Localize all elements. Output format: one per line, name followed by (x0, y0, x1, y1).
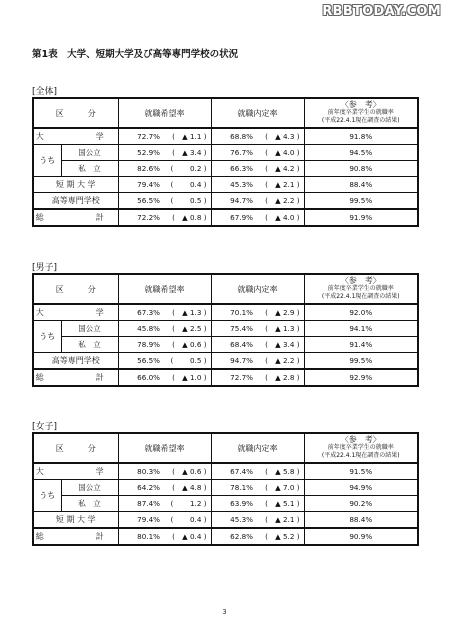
table-row (33, 145, 418, 161)
table-row (33, 512, 418, 529)
previous-year-rate: 92.9% (304, 369, 418, 386)
job-seeking-change: ( 0.4 ) (163, 177, 211, 193)
header-reference-line1: 前年度卒業学生の就職率 (327, 444, 394, 451)
header-job-offer-rate: 就職内定率 (211, 98, 304, 128)
row-category: 短 期 大 学 (33, 177, 118, 193)
table-row (33, 496, 418, 512)
job-offer-rate: 78.1% (211, 480, 256, 496)
job-offer-change: ( ▲ 2.8 ) (256, 369, 304, 386)
job-offer-rate: 68.8% (211, 128, 256, 145)
section-label-all: [全体] (32, 87, 58, 97)
previous-year-rate: 90.9% (304, 528, 418, 545)
header-category: 区 分 (33, 274, 118, 304)
job-offer-rate: 68.4% (211, 337, 256, 353)
job-seeking-change: ( ▲ 0.8 ) (163, 209, 211, 226)
job-offer-change: ( ▲ 4.2 ) (256, 161, 304, 177)
job-seeking-rate: 67.3% (118, 304, 163, 321)
document-title: 第1表 大学、短期大学及び高等専門学校の状況 (32, 49, 239, 60)
section-label-female: [女子] (32, 422, 58, 432)
job-seeking-change: ( 0.5 ) (163, 193, 211, 210)
previous-year-rate: 94.9% (304, 480, 418, 496)
job-offer-change: ( ▲ 5.2 ) (256, 528, 304, 545)
job-seeking-rate: 87.4% (118, 496, 163, 512)
job-offer-change: ( ▲ 2.2 ) (256, 353, 304, 370)
table-row (33, 321, 418, 337)
table-row-total (33, 528, 418, 545)
table-row (33, 161, 418, 177)
job-seeking-change: ( ▲ 1.1 ) (163, 128, 211, 145)
job-seeking-change: ( ▲ 1.0 ) (163, 369, 211, 386)
header-job-seeking-rate: 就職希望率 (118, 274, 211, 304)
job-offer-rate: 62.8% (211, 528, 256, 545)
job-offer-change: ( ▲ 4.0 ) (256, 145, 304, 161)
job-seeking-rate: 82.6% (118, 161, 163, 177)
job-seeking-rate: 80.3% (118, 463, 163, 480)
table-row (33, 353, 418, 370)
job-offer-rate: 70.1% (211, 304, 256, 321)
header-category: 区 分 (33, 433, 118, 463)
table-row (33, 193, 418, 210)
job-seeking-rate: 78.9% (118, 337, 163, 353)
job-seeking-rate: 64.2% (118, 480, 163, 496)
previous-year-rate: 91.4% (304, 337, 418, 353)
job-seeking-change: ( 0.5 ) (163, 353, 211, 370)
header-job-seeking-rate: 就職希望率 (118, 98, 211, 128)
job-offer-rate: 67.9% (211, 209, 256, 226)
row-subcategory: 国公立 (61, 480, 118, 496)
job-seeking-rate: 72.7% (118, 128, 163, 145)
header-reference-line2: (平成22.4.1現在調査の結果) (321, 117, 400, 124)
job-offer-rate: 76.7% (211, 145, 256, 161)
row-group-label: うち (33, 145, 61, 177)
job-seeking-change: ( ▲ 2.5 ) (163, 321, 211, 337)
row-category: 総 計 (33, 369, 118, 386)
job-offer-rate: 45.3% (211, 177, 256, 193)
row-category: 大 学 (33, 128, 118, 145)
table-row (33, 304, 418, 321)
header-job-offer-rate: 就職内定率 (211, 274, 304, 304)
job-offer-rate: 66.3% (211, 161, 256, 177)
table-row-total (33, 209, 418, 226)
header-job-offer-rate: 就職内定率 (211, 433, 304, 463)
job-seeking-rate: 45.8% (118, 321, 163, 337)
table-row (33, 177, 418, 193)
row-subcategory: 国公立 (61, 321, 118, 337)
row-category: 総 計 (33, 528, 118, 545)
job-seeking-rate: 56.5% (118, 353, 163, 370)
job-offer-rate: 94.7% (211, 353, 256, 370)
previous-year-rate: 90.8% (304, 161, 418, 177)
job-seeking-change: ( ▲ 1.3 ) (163, 304, 211, 321)
table-male (32, 273, 419, 387)
header-reference-title: 〈参 考〉 (340, 276, 381, 285)
row-subcategory: 国公立 (61, 145, 118, 161)
job-seeking-change: ( ▲ 0.6 ) (163, 463, 211, 480)
previous-year-rate: 99.5% (304, 353, 418, 370)
job-offer-rate: 67.4% (211, 463, 256, 480)
job-seeking-rate: 66.0% (118, 369, 163, 386)
job-offer-change: ( ▲ 5.1 ) (256, 496, 304, 512)
job-offer-change: ( ▲ 3.4 ) (256, 337, 304, 353)
job-seeking-change: ( ▲ 0.4 ) (163, 528, 211, 545)
table-all (32, 97, 419, 227)
job-offer-change: ( ▲ 7.0 ) (256, 480, 304, 496)
job-seeking-change: ( 1.2 ) (163, 496, 211, 512)
page-number: 3 (222, 608, 227, 616)
job-seeking-change: ( ▲ 3.4 ) (163, 145, 211, 161)
job-offer-change: ( ▲ 2.9 ) (256, 304, 304, 321)
job-seeking-rate: 52.9% (118, 145, 163, 161)
row-category: 大 学 (33, 304, 118, 321)
job-seeking-rate: 80.1% (118, 528, 163, 545)
table-row (33, 480, 418, 496)
row-subcategory: 私 立 (61, 161, 118, 177)
header-reference-title: 〈参 考〉 (340, 435, 381, 444)
job-seeking-change: ( ▲ 4.8 ) (163, 480, 211, 496)
previous-year-rate: 99.5% (304, 193, 418, 210)
previous-year-rate: 88.4% (304, 512, 418, 529)
section-label-male: [男子] (32, 263, 58, 273)
job-seeking-change: ( 0.4 ) (163, 512, 211, 529)
table-row (33, 337, 418, 353)
job-offer-rate: 45.3% (211, 512, 256, 529)
job-offer-change: ( ▲ 2.1 ) (256, 177, 304, 193)
job-offer-change: ( ▲ 5.8 ) (256, 463, 304, 480)
header-reference-line2: (平成22.4.1現在調査の結果) (321, 293, 400, 300)
previous-year-rate: 91.8% (304, 128, 418, 145)
table-row (33, 128, 418, 145)
job-offer-rate: 63.9% (211, 496, 256, 512)
row-subcategory: 私 立 (61, 337, 118, 353)
table-row (33, 463, 418, 480)
header-reference (304, 433, 418, 463)
job-seeking-rate: 79.4% (118, 177, 163, 193)
row-group-label: うち (33, 321, 61, 353)
row-category: 高等専門学校 (33, 353, 118, 370)
job-offer-change: ( ▲ 4.0 ) (256, 209, 304, 226)
table-female (32, 432, 419, 546)
previous-year-rate: 92.0% (304, 304, 418, 321)
job-offer-change: ( ▲ 2.1 ) (256, 512, 304, 529)
row-category: 大 学 (33, 463, 118, 480)
row-group-label: うち (33, 480, 61, 512)
previous-year-rate: 94.1% (304, 321, 418, 337)
job-seeking-rate: 72.2% (118, 209, 163, 226)
header-reference (304, 98, 418, 128)
job-offer-rate: 72.7% (211, 369, 256, 386)
header-reference-line1: 前年度卒業学生の就職率 (327, 109, 394, 116)
job-seeking-change: ( 0.2 ) (163, 161, 211, 177)
job-seeking-rate: 79.4% (118, 512, 163, 529)
previous-year-rate: 91.9% (304, 209, 418, 226)
previous-year-rate: 88.4% (304, 177, 418, 193)
header-reference-title: 〈参 考〉 (340, 100, 381, 109)
job-offer-change: ( ▲ 4.3 ) (256, 128, 304, 145)
header-job-seeking-rate: 就職希望率 (118, 433, 211, 463)
job-seeking-change: ( ▲ 0.6 ) (163, 337, 211, 353)
job-offer-rate: 94.7% (211, 193, 256, 210)
previous-year-rate: 94.5% (304, 145, 418, 161)
header-reference (304, 274, 418, 304)
job-offer-change: ( ▲ 2.2 ) (256, 193, 304, 210)
table-row-total (33, 369, 418, 386)
previous-year-rate: 91.5% (304, 463, 418, 480)
job-offer-rate: 75.4% (211, 321, 256, 337)
row-subcategory: 私 立 (61, 496, 118, 512)
row-category: 総 計 (33, 209, 118, 226)
header-reference-line2: (平成22.4.1現在調査の結果) (321, 452, 400, 459)
row-category: 短 期 大 学 (33, 512, 118, 529)
job-seeking-rate: 56.5% (118, 193, 163, 210)
site-watermark: RBBTODAY.COM (322, 4, 441, 19)
header-reference-line1: 前年度卒業学生の就職率 (327, 285, 394, 292)
header-category: 区 分 (33, 98, 118, 128)
previous-year-rate: 90.2% (304, 496, 418, 512)
job-offer-change: ( ▲ 1.3 ) (256, 321, 304, 337)
row-category: 高等専門学校 (33, 193, 118, 210)
